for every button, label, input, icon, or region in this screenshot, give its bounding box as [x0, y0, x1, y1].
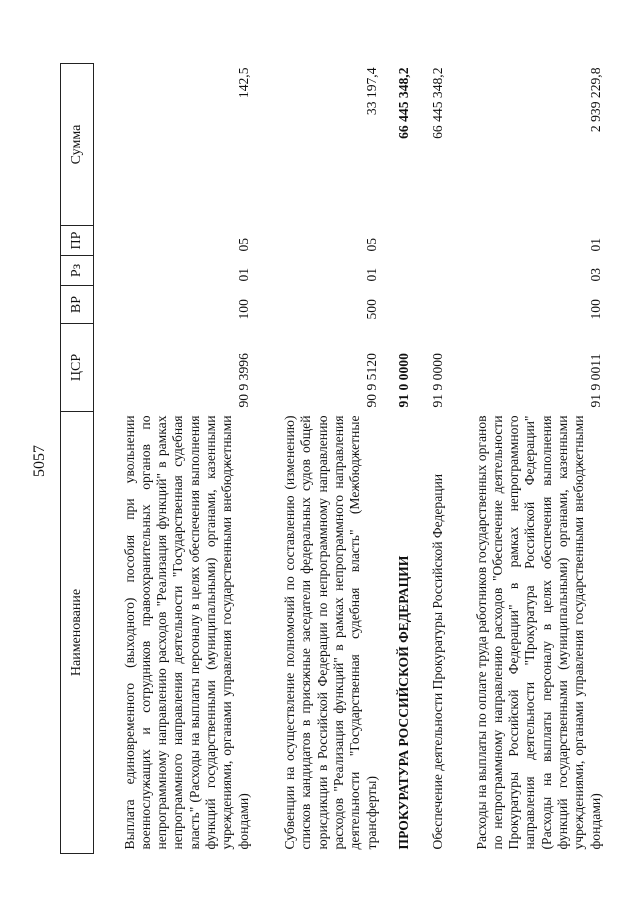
- row-sum: 142,5: [235, 67, 251, 99]
- row-csr: 90 9 3996: [235, 353, 251, 408]
- row-rz: [414, 256, 448, 286]
- row-rz: [382, 256, 414, 286]
- row-vr: [382, 286, 414, 324]
- row-name: Расходы на выплаты по оплате труда работников государственных органов по непрограммному направлению расходов "Обеспечение деятельности Прокуратуры Российской Федерации" в рамках непрограммного направления деятельности "Прокуратура Российской Федерации" (Расходы на выплаты персоналу в целях обеспечения выполнения функций государственными (муниципальными) органами, казенными учреждениями, органами управления государственными внебюджетными фондами): [473, 415, 603, 850]
- budget-table: [60, 63, 606, 854]
- table-row: [254, 64, 382, 854]
- row-sum: 2 939 229,8: [587, 67, 603, 133]
- row-name: Субвенции на осуществление полномочий по составлению (изменению) списков кандидатов в присяжные заседатели федеральных судов общей юрисдикции в Российской Федерации по непрограммному направлению расходов "Реализация функций" в рамках непрограммного направления деятельности "Государственная судебная власть" (Межбюджетные трансферты): [282, 415, 379, 850]
- row-pr: 05: [363, 237, 379, 252]
- header-pr: ПР: [61, 226, 94, 256]
- row-vr: [414, 286, 448, 324]
- header-name: Наименование: [61, 412, 94, 854]
- budget-table-rotated: [60, 64, 606, 854]
- row-name: Обеспечение деятельности Прокуратуры Российской Федерации: [429, 473, 445, 850]
- row-csr: 91 9 0011: [587, 353, 603, 408]
- row-vr: 500: [363, 299, 379, 320]
- page-number: 5057: [31, 445, 48, 477]
- row-vr: 100: [235, 299, 251, 320]
- row-sum: 66 445 348,2: [429, 67, 445, 139]
- row-csr: 91 0 0000: [395, 353, 411, 408]
- row-pr: 01: [587, 237, 603, 252]
- row-rz: 01: [235, 267, 251, 282]
- row-pr: [382, 226, 414, 256]
- row-sum: 33 197,4: [363, 67, 379, 116]
- header-rz: Рз: [61, 256, 94, 286]
- row-pr: [414, 226, 448, 256]
- table-row: [414, 64, 448, 854]
- table-header-row: [61, 64, 94, 854]
- header-sum: Сумма: [61, 64, 94, 226]
- header-csr: ЦСР: [61, 324, 94, 412]
- row-rz: 03: [587, 267, 603, 282]
- row-name: Выплата единовременного (выходного) пособия при увольнении военнослужащих и сотрудников правоохранительных органов по непрограммному направлению расходов "Реализация функций" в рамках непрограммного направления деятельности "Государственная судебная власть" (Расходы на выплаты персоналу в целях обеспечения выполнения функций государственными (муниципальными) органами, казенными учреждениями, органами управления государственными внебюджетными фондами): [121, 415, 251, 850]
- table-row-section: [382, 64, 414, 854]
- row-sum: 66 445 348,2: [395, 67, 411, 139]
- row-pr: 05: [235, 237, 251, 252]
- header-vr: ВР: [61, 286, 94, 324]
- row-rz: 01: [363, 267, 379, 282]
- row-csr: 91 9 0000: [429, 353, 445, 408]
- table-row: [94, 64, 255, 854]
- row-vr: 100: [587, 299, 603, 320]
- row-name: ПРОКУРАТУРА РОССИЙСКОЙ ФЕДЕРАЦИИ: [395, 555, 411, 850]
- table-row: [448, 64, 606, 854]
- row-csr: 90 9 5120: [363, 353, 379, 408]
